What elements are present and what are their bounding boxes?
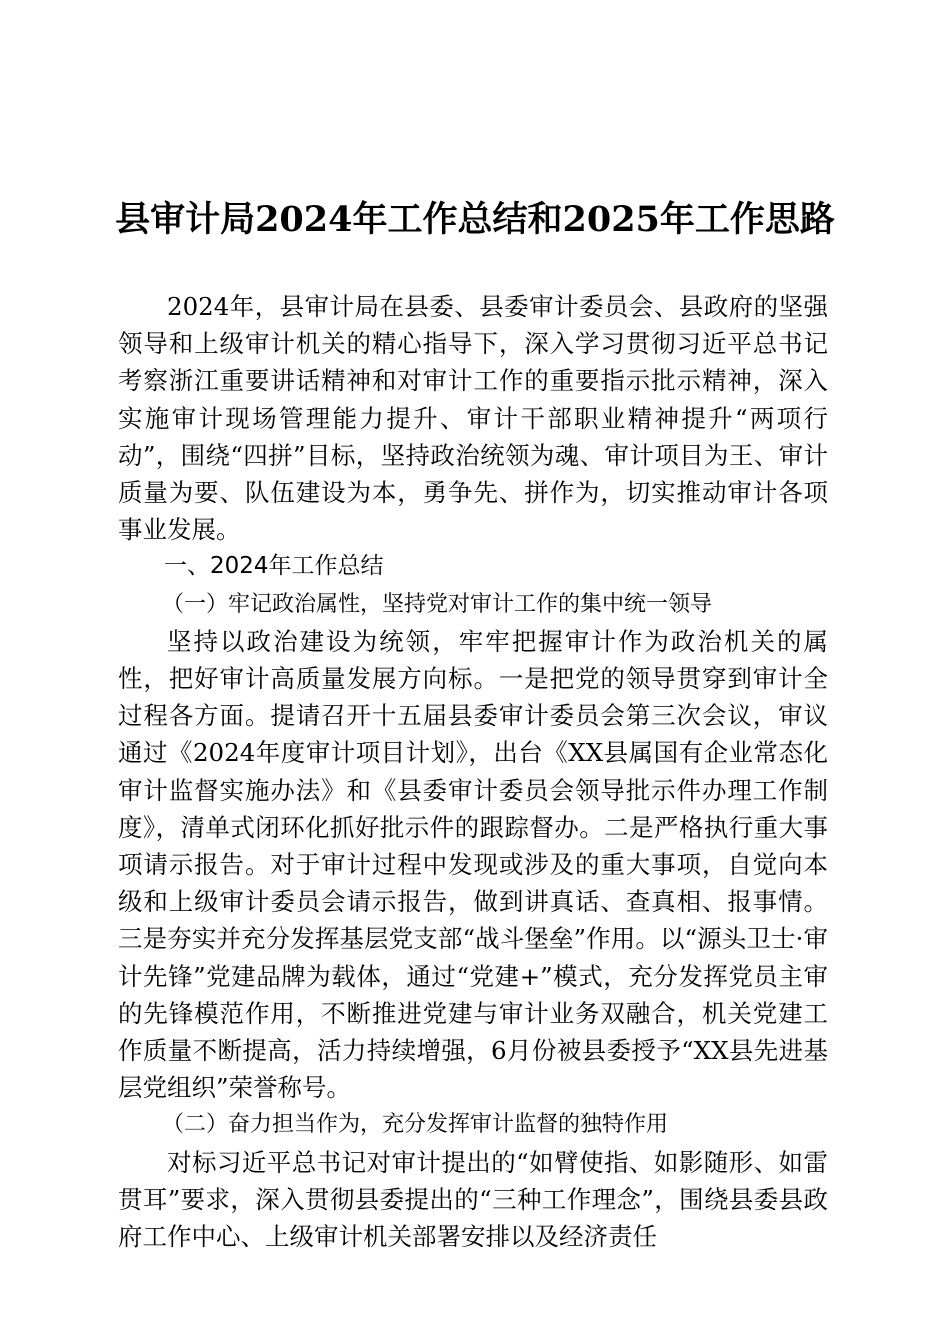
subsection-heading-1: （一）牢记政治属性，坚持党对审计工作的集中统一领导	[162, 591, 713, 617]
body-paragraph-2: 对标习近平总书记对审计提出的“如臂使指、如影随形、如雷贯耳”要求，深入贯彻县委提出的“三种工作理念”，围绕县委县政府工作中心、上级审计机关部署安排以及经济责任	[118, 1147, 828, 1252]
intro-paragraph: 2024年，县审计局在县委、县委审计委员会、县政府的坚强领导和上级审计机关的精心指导下，深入学习贯彻习近平总书记考察浙江重要讲话精神和对审计工作的重要指示批示精神，深入实施审计现场管理能力提升、审计干部职业精神提升“两项行动”，围绕“四拼”目标，坚持政治统领为魂、审计项目为王、审计质量为要、队伍建设为本，勇争先、拼作为，切实推动审计各项事业发展。	[118, 292, 828, 545]
document-body	[118, 288, 828, 1255]
subsection-heading-2: （二）奋力担当作为，充分发挥审计监督的独特作用	[162, 1112, 669, 1138]
document-title: 县审计局2024年工作总结和2025年工作思路	[115, 199, 835, 240]
section-heading: 一、2024年工作总结	[164, 553, 384, 580]
body-paragraph-1: 坚持以政治建设为统领，牢牢把握审计作为政治机关的属性，把好审计高质量发展方向标。一是把党的领导贯穿到审计全过程各方面。提请召开十五届县委审计委员会第三次会议，审议通过《2024年度审计项目计划》，出台《XX县属国有企业常态化审计监督实施办法》和《县委审计委员会领导批示件办理工作制度》，清单式闭环化抓好批示件的跟踪督办。二是严格执行重大事项请示报告。对于审计过程中发现或涉及的重大事项，自觉向本级和上级审计委员会请示报告，做到讲真话、查真相、报事情。三是夯实并充分发挥基层党支部“战斗堡垒”作用。以“源头卫士·审计先锋”党建品牌为载体，通过“党建+”模式，充分发挥党员主审的先锋模范作用，不断推进党建与审计业务双融合，机关党建工作质量不断提高，活力持续增强，6月份被县委授予“XX县先进基层党组织”荣誉称号。	[118, 626, 828, 1103]
